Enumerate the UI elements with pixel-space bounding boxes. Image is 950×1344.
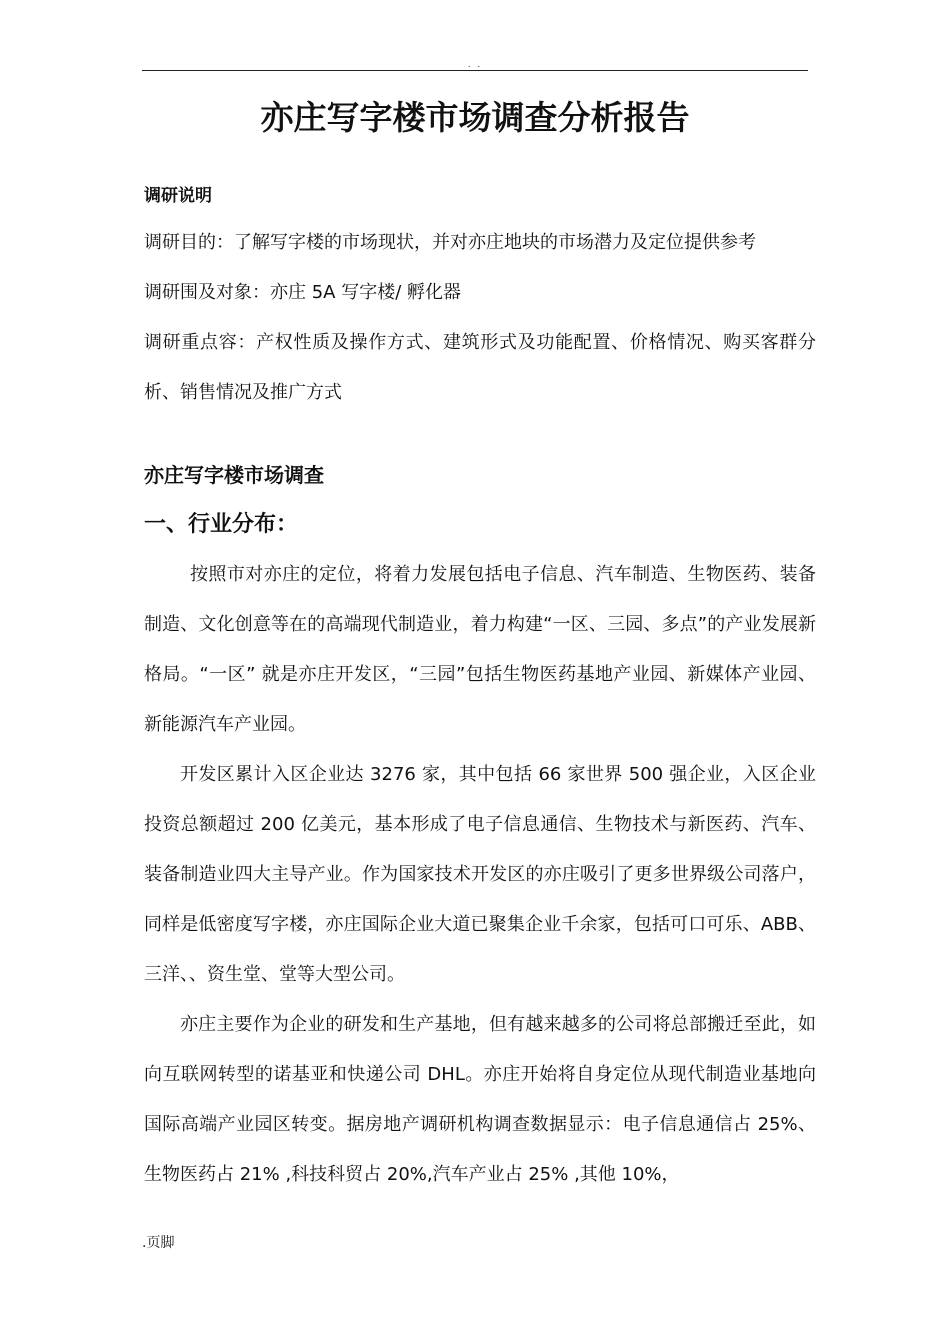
chapter-title: 一、行业分布： xyxy=(144,512,299,537)
document-title: 亦庄写字楼市场调查分析报告 xyxy=(260,98,690,137)
survey-focus: 调研重点容：产权性质及操作方式、建筑形式及功能配置、价格情况、购买客群分析、销售情况及推广方式 xyxy=(144,332,816,403)
document-body xyxy=(144,174,816,1200)
paragraph-headquarters: 亦庄主要作为企业的研发和生产基地，但有越来越多的公司将总部搬迁至此，如向互联网转型的诺基亚和快递公司 DHL。亦庄开始将自身定位从现代制造业基地向国际高端产业园区转变。据房地产调研机构调查数据显示：电子信息通信占 25%、生物医药占 21% ,科技科贸占 20%,汽车产业占 25% ,其他 10%， xyxy=(144,1014,816,1185)
paragraph-industry-positioning: 按照市对亦庄的定位，将着力发展包括电子信息、汽车制造、生物医药、装备制造、文化创意等在的高端现代制造业，着力构建“一区、三园、多点”的产业发展新格局。“一区” 就是亦庄开发区，“三园”包括生物医药基地产业园、新媒体产业园、新能源汽车产业园。 xyxy=(144,564,816,735)
paragraph-enterprises: 开发区累计入区企业达 3276 家，其中包括 66 家世界 500 强企业，入区企业投资总额超过 200 亿美元，基本形成了电子信息通信、生物技术与新医药、汽车、装备制造业四大主导产业。作为国家技术开发区的亦庄吸引了更多世界级公司落户，同样是低密度写字楼，亦庄国际企业大道已聚集企业千余家，包括可口可乐、ABB、三洋、、资生堂、堂等大型公司。 xyxy=(144,764,816,985)
header-mark: . . xyxy=(467,60,483,70)
section-title: 亦庄写字楼市场调查 xyxy=(144,463,324,487)
header-rule xyxy=(142,70,808,71)
survey-purpose: 调研目的：了解写字楼的市场现状，并对亦庄地块的市场潜力及定位提供参考 xyxy=(144,232,756,253)
survey-scope: 调研围及对象：亦庄 5A 写字楼/ 孵化器 xyxy=(144,282,461,303)
section-spacer xyxy=(144,418,816,450)
page-footer: .页脚 xyxy=(142,1235,175,1251)
survey-notes-heading: 调研说明 xyxy=(144,186,212,206)
